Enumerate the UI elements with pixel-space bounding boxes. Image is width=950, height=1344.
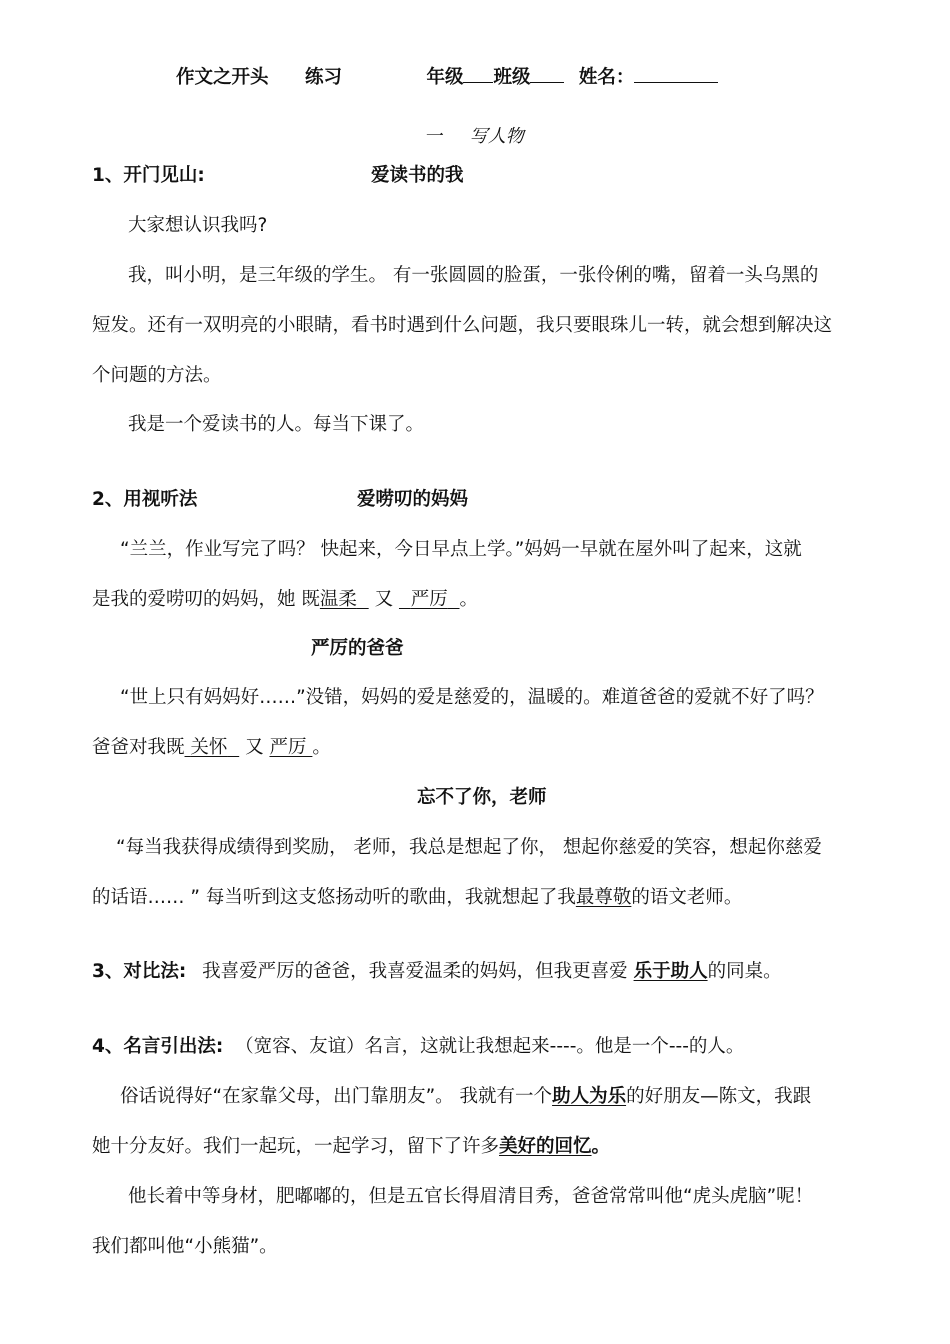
- mom-paragraph-line-2: [92, 588, 478, 612]
- teacher-line-2-text: 的话语…… ” 每当听到这支悠扬动听的歌曲，我就想起了我: [92, 887, 576, 908]
- part4-fill-memories: 美好的回忆: [499, 1136, 592, 1157]
- part4-p1-text-end: 的好朋友—陈文，我跟: [626, 1086, 812, 1107]
- part4-intro: （宽容、友谊）名言，这就让我想起来----。他是一个---的人。: [235, 1036, 745, 1057]
- part4-p1-text: 俗话说得好“在家靠父母，出门靠朋友”。 我就有一个: [120, 1086, 553, 1107]
- part4-paragraph-2-line-2: 我们都叫他“小熊猫”。: [92, 1236, 278, 1257]
- part4-line: [92, 1035, 744, 1059]
- part2-subtitle-dad: 严厉的爸爸: [311, 638, 404, 659]
- part4-heading: 4、名言引出法:: [92, 1036, 224, 1057]
- dad-paragraph-line-2: [92, 736, 331, 760]
- dad-line-end: 。: [312, 737, 331, 758]
- part3-text: 我喜爱严厉的爸爸，我喜爱温柔的妈妈，但我更喜爱: [202, 961, 634, 982]
- part3-fill-helpful: 乐于助人: [633, 961, 708, 982]
- dad-fill-care-text: 关怀: [190, 737, 228, 758]
- part4-paragraph-1-line-1: [120, 1085, 811, 1109]
- worksheet-header: [176, 64, 718, 90]
- part1-paragraph-2-line-1: 我，叫小明，是三年级的学生。 有一张圆圆的脸蛋，一张伶俐的嘴，留着一头乌黑的: [128, 265, 819, 286]
- part4-paragraph-2-line-1: 他长着中等身材，肥嘟嘟的，但是五官长得眉清目秀，爸爸常常叫他“虎头虎脑”呢！: [128, 1186, 814, 1207]
- class-label: 班级: [493, 67, 531, 88]
- part2-subtitle-teacher: 忘不了你，老师: [417, 787, 547, 808]
- mom-connector: 又: [374, 589, 394, 610]
- teacher-paragraph-line-2: [92, 886, 742, 910]
- class-blank[interactable]: [530, 64, 564, 83]
- part1-heading: 1、开门见山:: [92, 165, 205, 186]
- part3-text-end: 的同桌。: [707, 961, 782, 982]
- mom-line-2-text: 是我的爱唠叨的妈妈，她 既: [92, 589, 320, 610]
- part2-subtitle-mom: 爱唠叨的妈妈: [357, 489, 469, 510]
- dad-fill-strict-text: 严厉: [269, 737, 307, 758]
- name-blank[interactable]: [634, 64, 718, 83]
- part1-paragraph-1: 大家想认识我吗?: [128, 215, 268, 236]
- grade-blank[interactable]: [463, 64, 493, 83]
- teacher-paragraph-line-1: “每当我获得成绩得到奖励， 老师，我总是想起了你， 想起你慈爱的笑容，想起你慈爱: [116, 837, 822, 858]
- teacher-line-2-end: 的语文老师。: [631, 887, 743, 908]
- part1-paragraph-3: 我是一个爱读书的人。每当下课了。: [128, 414, 425, 435]
- section-title: [424, 125, 524, 149]
- part4-paragraph-1-line-2: [92, 1135, 610, 1159]
- dad-paragraph-line-1: “世上只有妈妈好……”没错，妈妈的爱是慈爱的，温暖的。难道爸爸的爱就不好了吗？: [120, 687, 824, 708]
- practice-label: 练习: [304, 67, 342, 88]
- part3-heading: 3、对比法:: [92, 961, 187, 982]
- part4-p1-line2-end: 。: [591, 1136, 611, 1157]
- mom-fill-strict-text: 严厉: [410, 589, 448, 610]
- dad-connector: 又: [245, 737, 264, 758]
- mom-fill-strict: [399, 589, 460, 610]
- underline-pad: [357, 589, 369, 610]
- dad-fill-care: [185, 737, 240, 758]
- part4-fill-helpful: 助人为乐: [552, 1086, 627, 1107]
- section-number: 一: [424, 126, 442, 147]
- teacher-fill-respected: 最尊敬: [575, 887, 632, 908]
- mom-paragraph-line-1: “兰兰，作业写完了吗？ 快起来，今日早点上学。”妈妈一早就在屋外叫了起来，这就: [120, 539, 802, 560]
- name-label: 姓名：: [578, 67, 635, 88]
- part3-line: [92, 960, 782, 984]
- part2-heading: 2、用视听法: [92, 489, 198, 510]
- section-text: 写人物: [469, 126, 524, 147]
- part1-paragraph-2-line-3: 个问题的方法。: [92, 365, 222, 386]
- part1-subtitle: 爱读书的我: [371, 165, 464, 186]
- worksheet-title: 作文之开头: [176, 67, 269, 88]
- dad-line-2-text: 爸爸对我既: [92, 737, 185, 758]
- part1-paragraph-2-line-2: 短发。还有一双明亮的小眼睛，看书时遇到什么问题，我只要眼珠儿一转，就会想到解决这: [92, 315, 833, 336]
- grade-label: 年级: [426, 67, 464, 88]
- part4-p1-line2-text: 她十分友好。我们一起玩，一起学习，留下了许多: [92, 1136, 500, 1157]
- dad-fill-strict: [269, 737, 312, 758]
- mom-fill-gentle: 温柔: [319, 589, 357, 610]
- mom-line-end: 。: [459, 589, 479, 610]
